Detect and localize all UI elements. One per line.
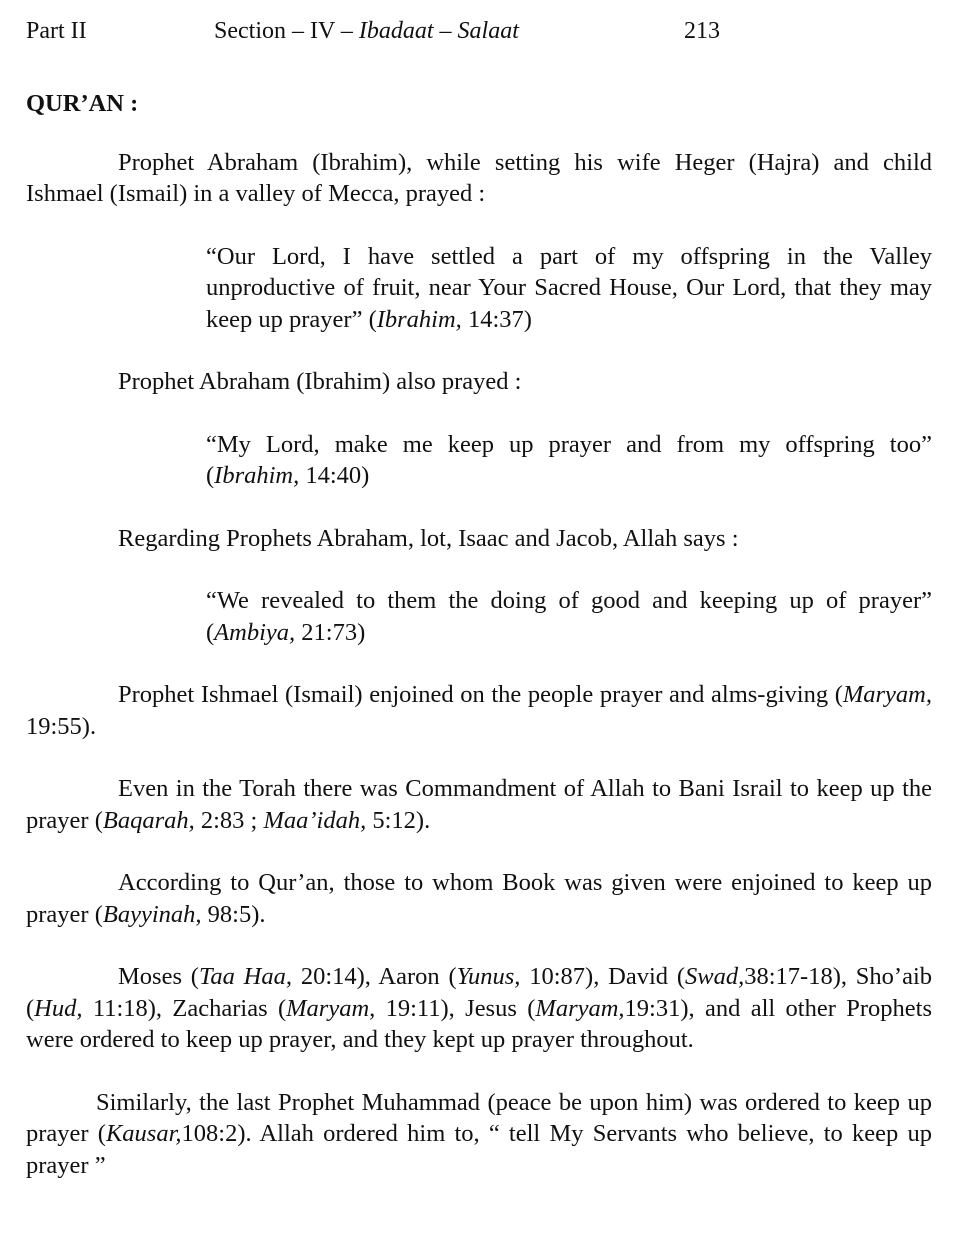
p7-s4: 38:17-18), Sho’aib ( xyxy=(26,963,933,1022)
quote-3-text: “We revealed to them the doing of good and keeping up of prayer” ( xyxy=(206,587,932,646)
paragraph-6 xyxy=(26,867,932,930)
paragraph-5-ref1-italic: Baqarah, xyxy=(102,806,195,834)
p7-s5: 11:18), Zacharias ( xyxy=(82,994,287,1022)
section-italic: Ibadaat – Salaat xyxy=(358,18,519,44)
paragraph-5 xyxy=(26,773,932,836)
p7-i4: Hud, xyxy=(34,994,83,1022)
quote-2 xyxy=(206,429,932,492)
section-prefix: Section – IV – xyxy=(214,18,359,44)
paragraph-4-ref-italic: Maryam, xyxy=(842,681,932,708)
paragraph-4 xyxy=(26,679,932,742)
page-number: 213 xyxy=(684,18,720,44)
p7-i3: Swad, xyxy=(685,963,745,990)
quote-2-ref: 14:40) xyxy=(299,462,370,489)
section-title xyxy=(214,18,519,45)
quote-1-ref: 14:37) xyxy=(461,305,532,333)
quote-2-text: “My Lord, make me keep up prayer and from my offspring too” ( xyxy=(206,430,932,489)
p7-i6: Maryam, xyxy=(535,994,625,1022)
section-heading: QUR’AN : xyxy=(26,90,139,117)
paragraph-4-text: Prophet Ishmael (Ismail) enjoined on the people prayer and alms-giving ( xyxy=(118,681,843,708)
part-label: Part II xyxy=(26,18,87,44)
paragraph-1: Prophet Abraham (Ibrahim), while setting his wife Heger (Hajra) and child Ishmael (Ismail) in a valley of Mecca, prayed : xyxy=(26,148,932,207)
paragraph-4-ref: 19:55). xyxy=(26,712,97,740)
page-body xyxy=(26,88,932,1212)
paragraph-5-ref2-italic: Maa’idah, xyxy=(263,806,367,834)
p7-s3: 10:87), David ( xyxy=(520,963,686,990)
p7-s6: 19:11), Jesus ( xyxy=(375,994,536,1022)
p7-i1: Taa Haa, xyxy=(198,963,292,990)
paragraph-3: Regarding Prophets Abraham, lot, Isaac and Jacob, Allah says : xyxy=(118,524,739,552)
quote-1-text: “Our Lord, I have settled a part of my offspring in the Valley unproductive of fruit, near Your Sacred House, Our Lord, that they may keep up prayer” ( xyxy=(206,242,932,333)
paragraph-6-ref-italic: Bayyinah, xyxy=(102,900,202,928)
paragraph-7 xyxy=(26,961,932,1056)
quote-2-ref-italic: Ibrahim, xyxy=(214,462,300,489)
quote-3 xyxy=(206,585,932,648)
paragraph-5-text: Even in the Torah there was Commandment of Allah to Bani Israil to keep up the prayer ( xyxy=(26,775,932,834)
quote-3-ref: 21:73) xyxy=(295,618,366,646)
paragraph-6-text: According to Qur’an, those to whom Book was given were enjoined to keep up prayer ( xyxy=(26,869,932,928)
paragraph-8-ref: 108:2). Allah ordered him to, “ tell My Servants who believe, to keep up prayer ” xyxy=(26,1120,932,1179)
p7-s2: 20:14), Aaron ( xyxy=(292,963,457,990)
paragraph-8-ref-italic: Kausar, xyxy=(105,1120,182,1147)
paragraph-2: Prophet Abraham (Ibrahim) also prayed : xyxy=(118,368,522,395)
p7-s1: Moses ( xyxy=(118,963,199,990)
quote-3-ref-italic: Ambiya, xyxy=(214,618,296,646)
paragraph-5-ref2: 5:12). xyxy=(366,806,431,834)
paragraph-6-ref: 98:5). xyxy=(201,900,266,928)
p7-i5: Maryam, xyxy=(286,994,376,1022)
p7-i2: Yunus, xyxy=(456,963,521,990)
running-header xyxy=(26,18,932,52)
p7-s7: 19:31), and all other Prophets were ordered to keep up prayer, and they kept up prayer throughout. xyxy=(26,994,933,1053)
paragraph-8-text: Similarly, the last Prophet Muhammad (peace be upon him) was ordered to keep up prayer ( xyxy=(26,1088,932,1147)
quote-1-ref-italic: Ibrahim, xyxy=(376,305,462,333)
paragraph-5-ref1: 2:83 ; xyxy=(194,806,264,834)
quote-1 xyxy=(206,241,932,336)
paragraph-8 xyxy=(26,1087,932,1182)
